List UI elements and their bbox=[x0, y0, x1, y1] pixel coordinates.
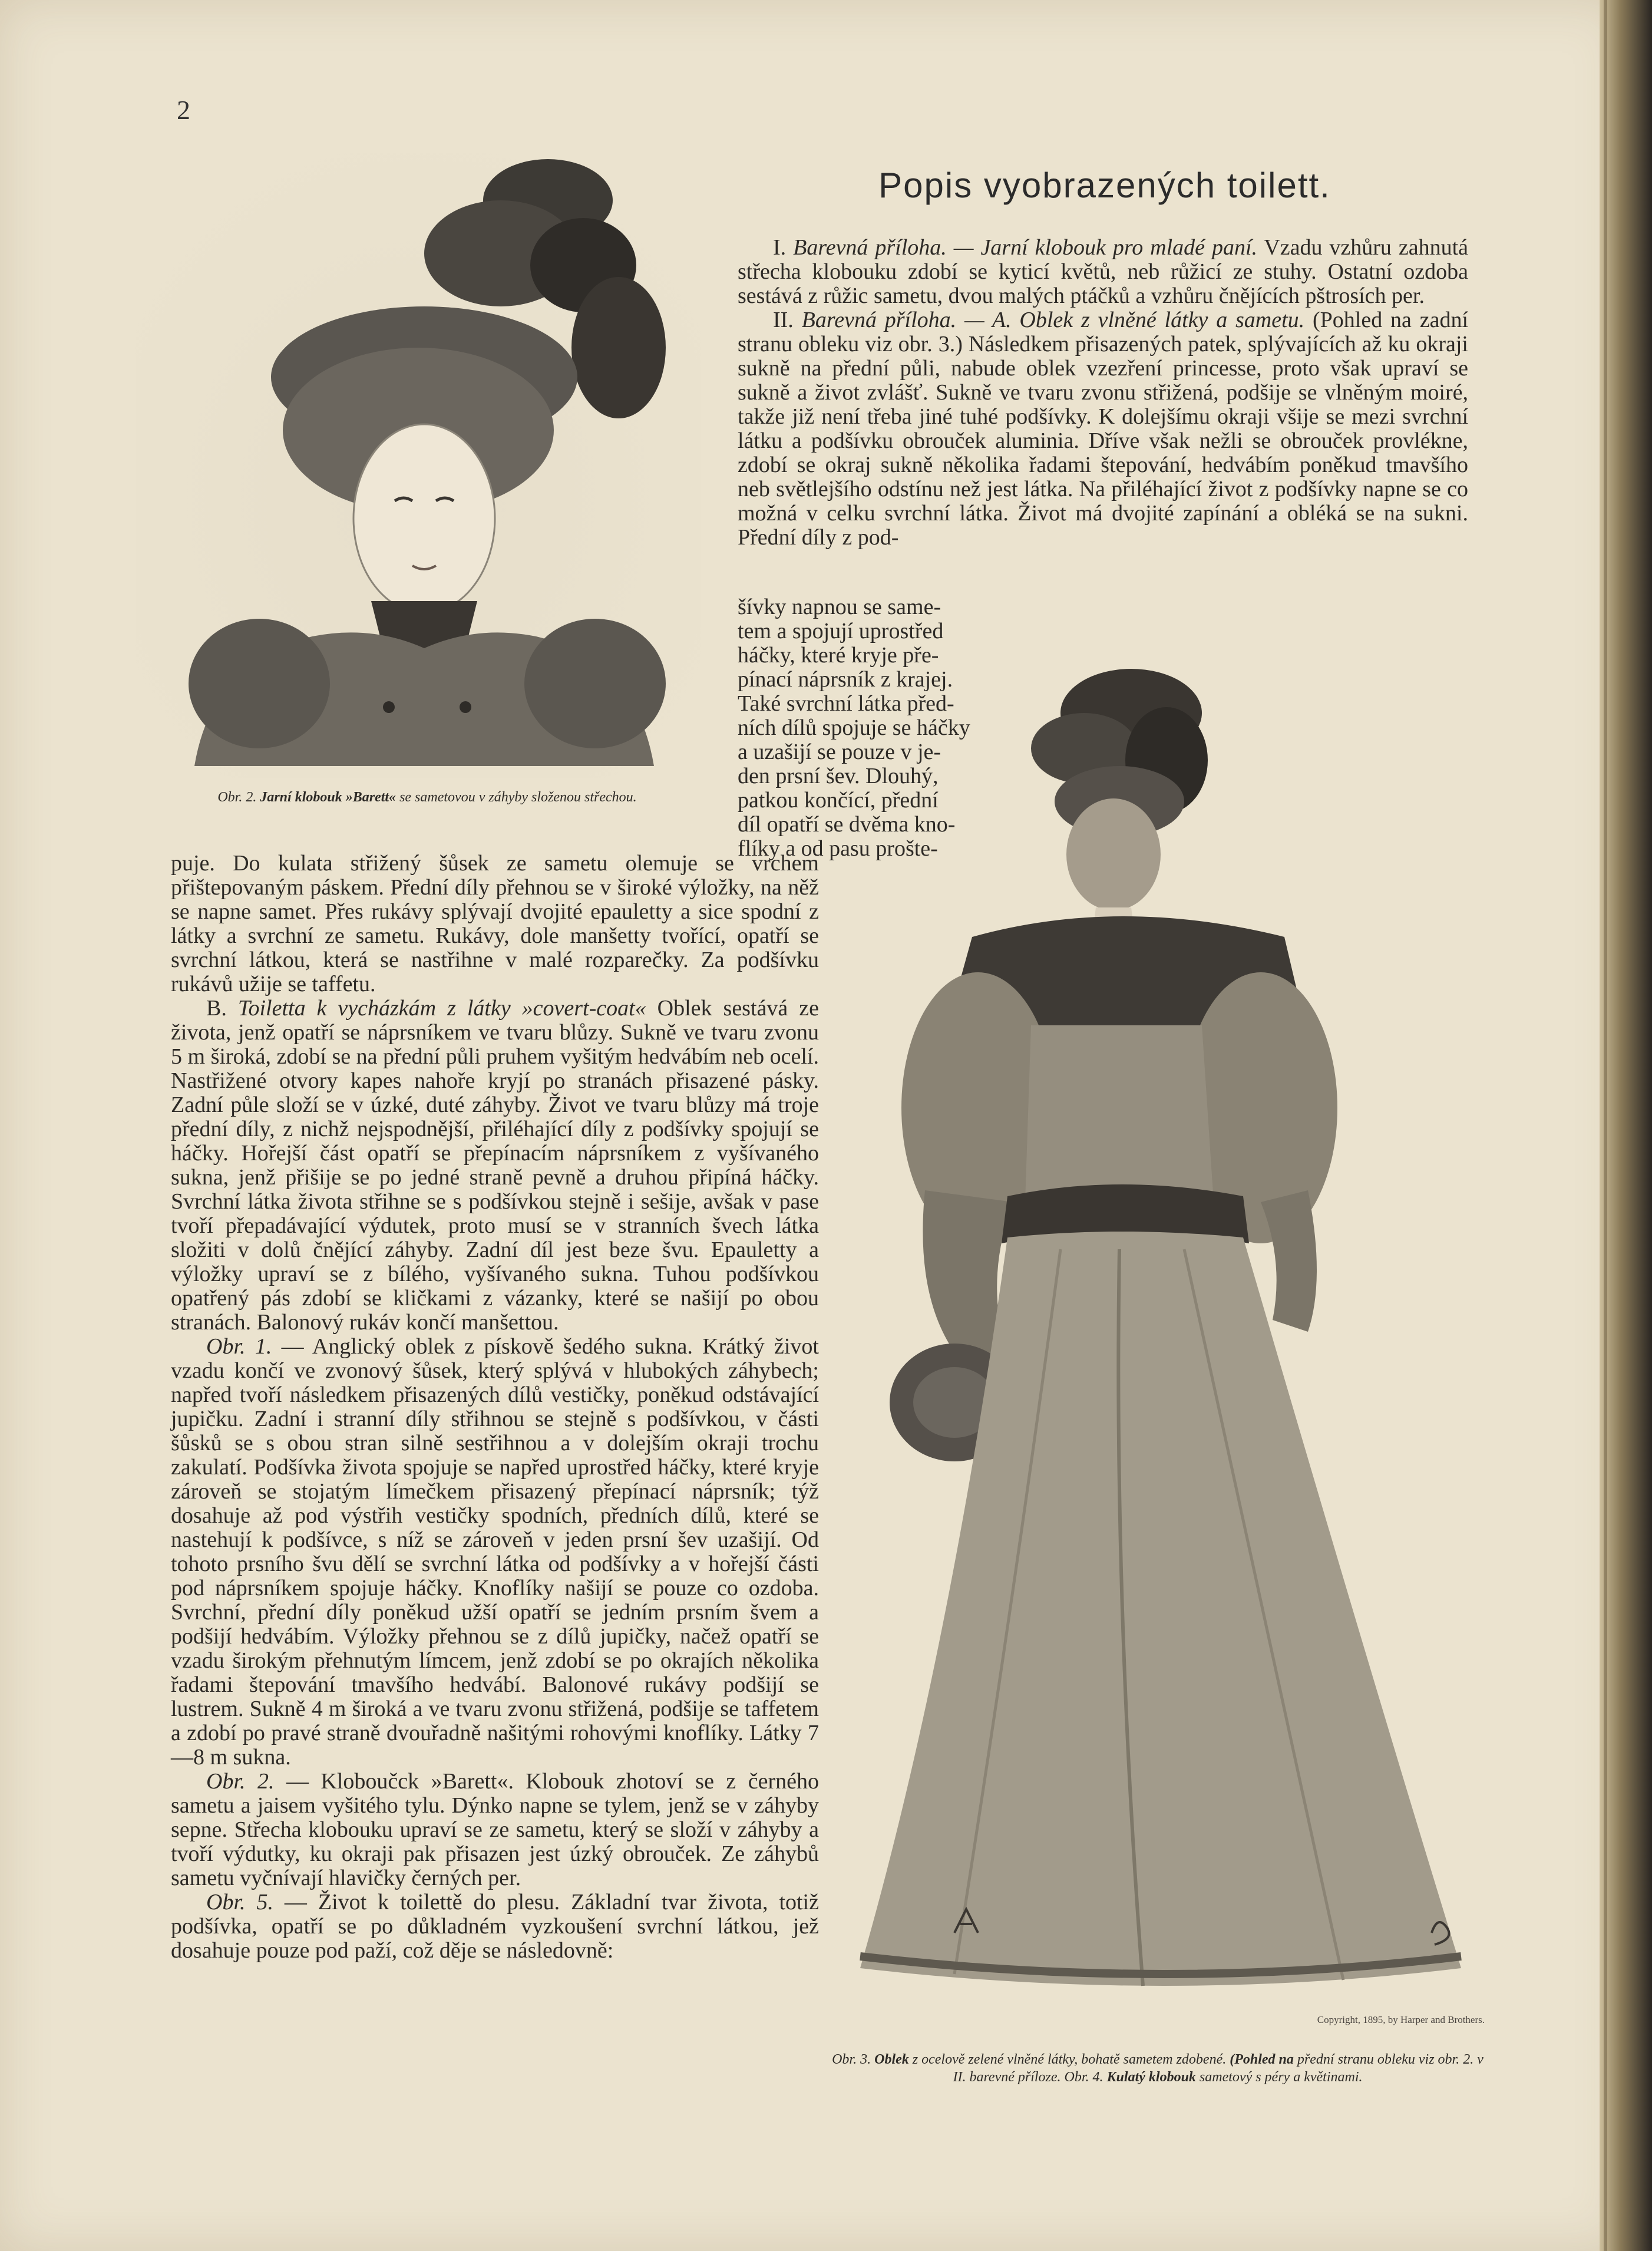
paragraph-color-plate-1: I. Barevná příloha. — Jarní klobouk pro mladé paní. Vzadu vzhůru zahnutá střecha klobouku zdobí se kyticí květů, neb růžicí ze stuhy. Ostatní ozdoba sestává z růžic sametu, dvou malých ptáčků a vzhůru čnějících pštrosích per. bbox=[738, 235, 1469, 308]
caption-figure-3-4: Obr. 3. Oblek z ocelově zelené vlněné látky, bohatě sametem zdobené. (Pohled na přední stranu obleku viz obr. 2. v II. barevné příloze. Obr. 4. Kulatý klobouk sametový s péry a květinami. bbox=[832, 2052, 1484, 2085]
page-heading: Popis vyobrazených toilett. bbox=[878, 166, 1331, 205]
text-narrow-column: šívky napnou se same- tem a spojují uprostřed háčky, které kryje pře- pínací náprsník z krajej. Také svrchní látka před- ních dílů spojuje se háčky a uzašijí se pouze v je- den prsní šev. Dlouhý, patkou končící, přední díl opatří se dvěma kno- flíky a od pasu prošte- bbox=[738, 595, 970, 861]
figure-2-hat-portrait bbox=[136, 153, 701, 778]
paragraph-obr-5: Obr. 5. — Život k toilettě do plesu. Základní tvar života, totiž podšívka, opatří se po důkladném vyzkoušení svrchní látkou, jež dosahuje pouze pod paží, což děje se následovně: bbox=[171, 1890, 819, 1963]
figure-3-gown-illustration bbox=[837, 660, 1496, 2009]
text-left-column bbox=[171, 851, 819, 1963]
caption-figure-2: Obr. 2. Jarní klobouk »Barett« se sametovou v záhyby složenou střechou. bbox=[217, 790, 637, 805]
paragraph-obr-2: Obr. 2. — Kloboučck »Barett«. Klobouk zhotoví se z černého sametu a jaisem vyšitého tylu. Dýnko napne se tylem, jenž se v záhyby sepne. Střecha klobouku upraví se ze sametu, který se složí v záhyby a tvoří výdutky, ku okraji pak přisazen jest úzký obrouček. Ze záhybů sametu vyčnívají hlavičky černých per. bbox=[171, 1769, 819, 1890]
paragraph-color-plate-2: II. Barevná příloha. — A. Oblek z vlněné látky a sametu. (Pohled na zadní stranu obleku viz obr. 3.) Následkem přisazených patek, splývajících až ku okraji sukně na přední půli, nabude oblek vzezření princesse, proto však upraví se sukně a život zvlášť. Sukně ve tvaru zvonu střižená, podšije se vlněným moiré, takže již není třeba jiné tuhé podšívky. K dolejšímu okraji všije se mezi svrchní látku a podšívku obrouček aluminia. Dříve však nežli se obrouček provlékne, zdobí se okraj sukně několika řadami štepování, hedvábím poněkud tmavšího neb světlejšího odstínu než jest látka. Na přiléhající život z podšívky napne se co možná v celku svrchní látka. Život má dvojité zapínání a obléká se na sukni. Přední díly z pod- bbox=[738, 308, 1469, 550]
paragraph-toiletta-b: B. Toiletta k vycházkám z látky »covert-coat« Oblek sestává ze života, jenž opatří se náprsníkem ve tvaru blůzy. Sukně ve tvaru zvonu 5 m široká, zdobí se na přední půli pruhem vyšitým hedvábím neb ocelí. Nastřižené otvory kapes nahoře kryjí po stranách přisazené pásky. Zadní půle složí se v úzké, duté záhyby. Život ve tvaru blůzy má troje přední díly, z nichž nejspodnější, přiléhající díly z podšívky spojují se háčky. Hořejší část opatří se přepínacím náprsníkem z vyšívaného sukna, jenž přišije se po jedné straně pevně a druhou připíná háčky. Svrchní látka života střihne se s podšívkou stejně i sešije, avšak v pase tvoří přepadávající výdutek, proto musí se v stranních švech látka složiti v dolů čnějící záhyby. Zadní díl jest beze švu. Epauletty a výložky upraví se z bílého, vyšívaného sukna. Tuhou podšívkou opatřený pás zdobí se kličkami z vázanky, které se našijí po obou stranách. Balonový rukáv končí manšettou. bbox=[171, 996, 819, 1335]
page-number: 2 bbox=[177, 95, 190, 125]
paragraph-obr-1: Obr. 1. — Anglický oblek z pískově šedého sukna. Krátký život vzadu končí ve zvonový šůsek, který splývá v hlubokých záhybech; napřed tvoří následkem přisazených dílů vestičky, poněkud odstávající jupičku. Zadní i stranní díly střihnou se stejně s podšívkou, v části šůsků se s obou stran silně sestřihnou a v dolejším okraji trochu zakulatí. Podšívka života spojuje se napřed uprostřed háčky, které kryje zároveň se stojatým límečkem přisazený přepínací náprsník; týž dosahuje až pod výstřih vestičky spodních, předních dílů, které se nastehují k podšívce, s níž se zároveň v jeden prsní šev uzašijí. Od tohoto prsního švu dělí se svrchní látka od podšívky a v hořejší části pod náprsníkem spojuje háčky. Knoflíky našijí se pouze co ozdoba. Svrchní, přední díly poněkud užší opatří se jedním prsním švem a podšijí hedvábím. Výložky přehnou se z dílů jupičky, načež opatří se vzadu širokým přehnutým límcem, jenž zdobí se po okrajích několika řadami štepování tmavšího hedvábí. Balonové rukávy podšijí se lustrem. Sukně 4 m široká a ve tvaru zvonu střižená, podšije se taffetem a zdobí po pravé straně dvouřadně našitými rohovými knoflíky. Látky 7—8 m sukna. bbox=[171, 1334, 819, 1770]
copyright-notice: Copyright, 1895, by Harper and Brothers. bbox=[1317, 2014, 1485, 2025]
page-edge bbox=[1600, 0, 1652, 2251]
paragraph-continuation: puje. Do kulata střižený šůsek ze sametu olemuje se vrchem přištepovaným páskem. Přední díly přehnou se v široké výložky, na něž se napne samet. Přes rukávy splývají dvojité epauletty a sice spodní z látky a svrchní ze sametu. Rukávy, dole manšetty tvořící, opatří se svrchní látkou, která se nastřihne v malé rozparečky. Za podšívku rukávů užije se taffetu. bbox=[171, 851, 819, 996]
text-block-top-right bbox=[738, 236, 1468, 550]
binding-shadow bbox=[1604, 0, 1607, 2251]
